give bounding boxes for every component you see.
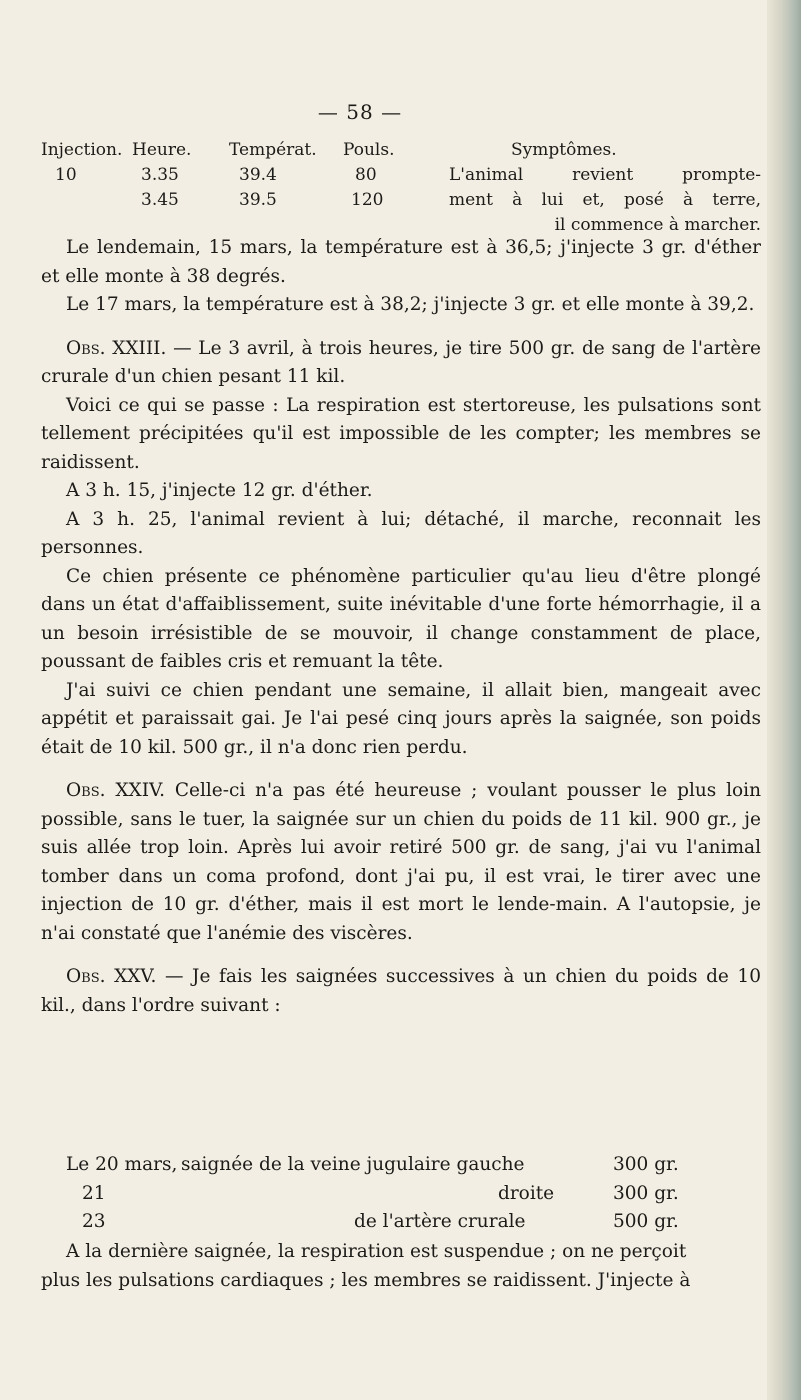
bleeding-list xyxy=(41,1151,761,1237)
obs-text: — Je fais les saignées successives à un chien du poids de 10 kil., dans l'ordre suivant : xyxy=(41,966,761,1016)
paragraph-obs-24 xyxy=(41,777,761,948)
row1-pouls: 80 xyxy=(355,165,377,185)
bleeding-date: 21 xyxy=(82,1182,106,1204)
bleeding-desc: droite xyxy=(498,1182,555,1204)
symptoms-cell xyxy=(449,163,761,238)
header-temperature: Températ. xyxy=(229,140,317,160)
obs-text: — Le 3 avril, à trois heures, je tire 500 gr. de sang de l'artère crurale d'un chien pesant 11 kil. xyxy=(41,337,761,387)
obs-text: Celle-ci n'a pas été heureuse ; voulant pousser le plus loin possible, sans le tuer, la saignée sur un chien du poids de 11 kil. 900 gr., je suis allée trop loin. Après lui avoir retiré 500 gr. de sang, j'ai vu l'animal tomber dans un coma profond, dont j'ai pu, il est vrai, le tirer avec une injection de 10 gr. d'éther, mais il est mort le lende-main. A l'autopsie, je n'ai constaté que l'anémie des viscères. xyxy=(41,780,761,944)
row2-pouls: 120 xyxy=(351,190,384,210)
row2-temperature: 39.5 xyxy=(239,190,277,210)
bleeding-amount: 300 gr. xyxy=(613,1182,679,1204)
page-number: — 58 — xyxy=(317,100,403,124)
symptoms-line: il commence à marcher. xyxy=(554,215,761,235)
paragraph: Ce chien présente ce phénomène particulier qu'au lieu d'être plongé dans un état d'affaiblissement, suite inévitable d'une forte hémorrhagie, il a un besoin irrésistible de se mouvoir, il change constamment de place, poussant de faibles cris et remuant la tête. xyxy=(41,565,761,672)
final-paragraph xyxy=(41,1238,761,1295)
bleeding-amount: 500 gr. xyxy=(613,1211,679,1232)
obs-label: Obs. XXIII. xyxy=(66,337,167,359)
obs-label: Obs. XXIV. xyxy=(66,780,166,801)
header-injection: Injection. xyxy=(41,140,123,160)
obs-label: Obs. XXV. xyxy=(66,966,157,987)
paragraph: A 3 h. 25, l'animal revient à lui; détaché, il marche, reconnait les personnes. xyxy=(41,508,761,558)
body-text xyxy=(41,234,761,1020)
symptoms-line: L'animal revient prompte- xyxy=(449,165,761,185)
header-heure: Heure. xyxy=(132,140,192,160)
header-symptomes: Symptômes. xyxy=(511,140,617,160)
row2-heure: 3.45 xyxy=(141,190,179,210)
text-line: plus les pulsations cardiaques ; les membres se raidissent. J'injecte à xyxy=(41,1269,691,1291)
text-line: A la dernière saignée, la respiration est suspendue ; on ne perçoit xyxy=(66,1241,687,1262)
bleeding-date: 23 xyxy=(82,1211,106,1232)
row1-injection: 10 xyxy=(55,165,77,185)
paragraph-obs-23 xyxy=(41,335,761,392)
paragraph: Le 17 mars, la température est à 38,2; j'injecte 3 gr. et elle monte à 39,2. xyxy=(66,294,755,315)
row1-temperature: 39.4 xyxy=(239,165,277,185)
bleeding-amount: 300 gr. xyxy=(613,1154,679,1175)
page-edge-shadow xyxy=(767,0,801,1400)
row1-heure: 3.35 xyxy=(141,165,179,185)
symptoms-line: ment à lui et, posé à terre, xyxy=(449,190,761,210)
bleeding-desc: saignée de la veine jugulaire gauche xyxy=(181,1154,525,1175)
bleeding-date: Le 20 mars, xyxy=(66,1154,178,1175)
paragraph: J'ai suivi ce chien pendant une semaine, il allait bien, mangeait avec appétit et paraissait gai. Je l'ai pesé cinq jours après la saignée, son poids était de 10 kil. 500 gr., il n'a donc rien perdu. xyxy=(41,679,761,758)
header-pouls: Pouls. xyxy=(343,140,395,160)
paragraph-obs-25 xyxy=(41,963,761,1020)
paragraph: Voici ce qui se passe : La respiration est stertoreuse, les pulsations sont tellement précipitées qu'il est impossible de les compter; les membres se raidissent. xyxy=(41,394,761,473)
paragraph: Le lendemain, 15 mars, la température est à 36,5; j'injecte 3 gr. d'éther et elle monte à 38 degrés. xyxy=(41,237,761,287)
bleeding-desc: de l'artère crurale xyxy=(354,1211,526,1232)
paragraph: A 3 h. 15, j'injecte 12 gr. d'éther. xyxy=(66,480,373,501)
